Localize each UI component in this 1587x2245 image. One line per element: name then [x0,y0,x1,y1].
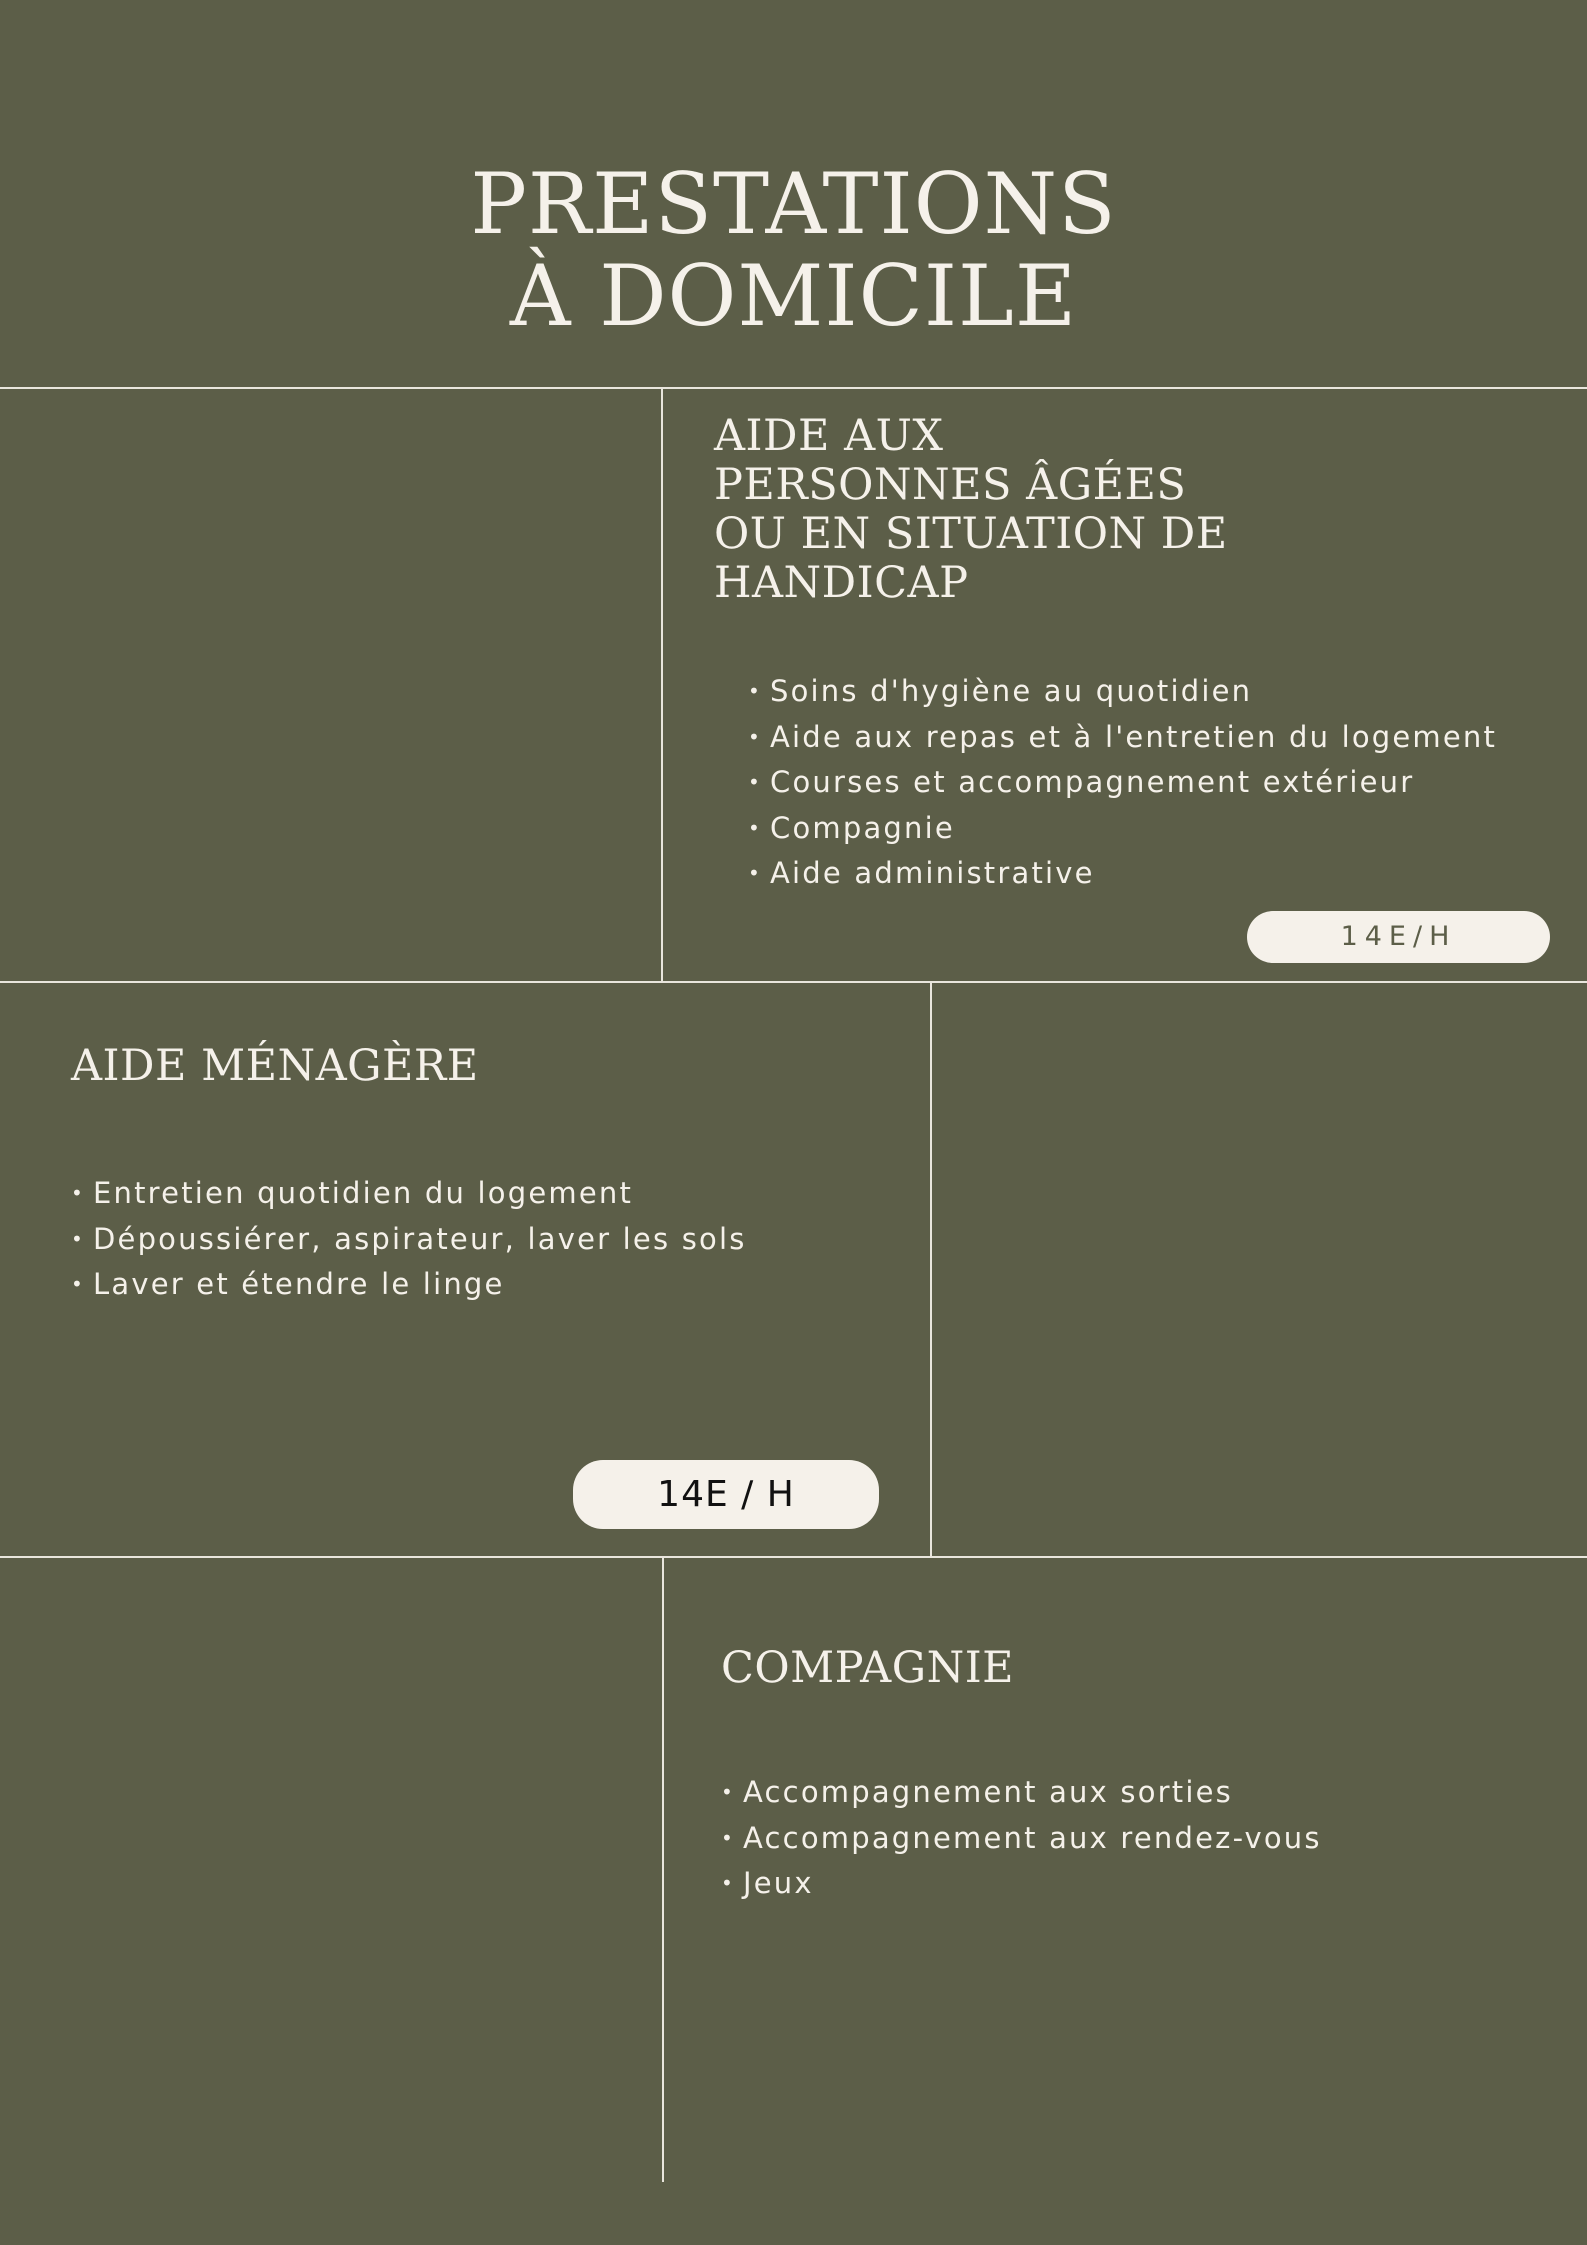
divider-line [0,981,1587,983]
price-badge: 14E / H [573,1460,879,1529]
list-item: • Laver et étendre le linge [71,1263,747,1309]
price-badge: 14E/H [1247,911,1550,963]
section-heading-line: AIDE MÉNAGÈRE [71,1041,479,1091]
section-heading [721,1644,1014,1693]
section-heading-line: AIDE AUX [714,411,944,461]
divider-line [930,981,932,1558]
list-item: • Aide administrative [748,852,1497,898]
divider-line [662,1556,664,2182]
list-item: • Aide aux repas et à l'entretien du logement [748,716,1497,762]
list-item: • Soins d'hygiène au quotidien [748,670,1497,716]
list-item: • Compagnie [748,807,1497,853]
service-list [721,1771,1322,1908]
list-item: • Jeux [721,1862,1322,1908]
divider-line [0,1556,1587,1558]
section-heading [71,1042,479,1091]
section-heading-line: PERSONNES ÂGÉES [714,460,1187,510]
page-title-line: À DOMICILE [509,247,1078,345]
list-item: • Courses et accompagnement extérieur [748,761,1497,807]
page-title [0,155,1587,345]
service-list [71,1172,747,1309]
list-item: • Accompagnement aux rendez-vous [721,1817,1322,1863]
list-item: • Dépoussiérer, aspirateur, laver les sols [71,1218,747,1264]
list-item: • Accompagnement aux sorties [721,1771,1322,1817]
divider-line [661,387,663,983]
section-heading-line: COMPAGNIE [721,1643,1015,1693]
section-heading [714,412,1228,608]
section-heading-line: OU EN SITUATION DE [714,509,1228,559]
section-heading-line: HANDICAP [714,558,969,608]
list-item: • Entretien quotidien du logement [71,1172,747,1218]
service-list [748,670,1497,898]
page-title-line: PRESTATIONS [470,155,1117,253]
divider-line [0,387,1587,389]
